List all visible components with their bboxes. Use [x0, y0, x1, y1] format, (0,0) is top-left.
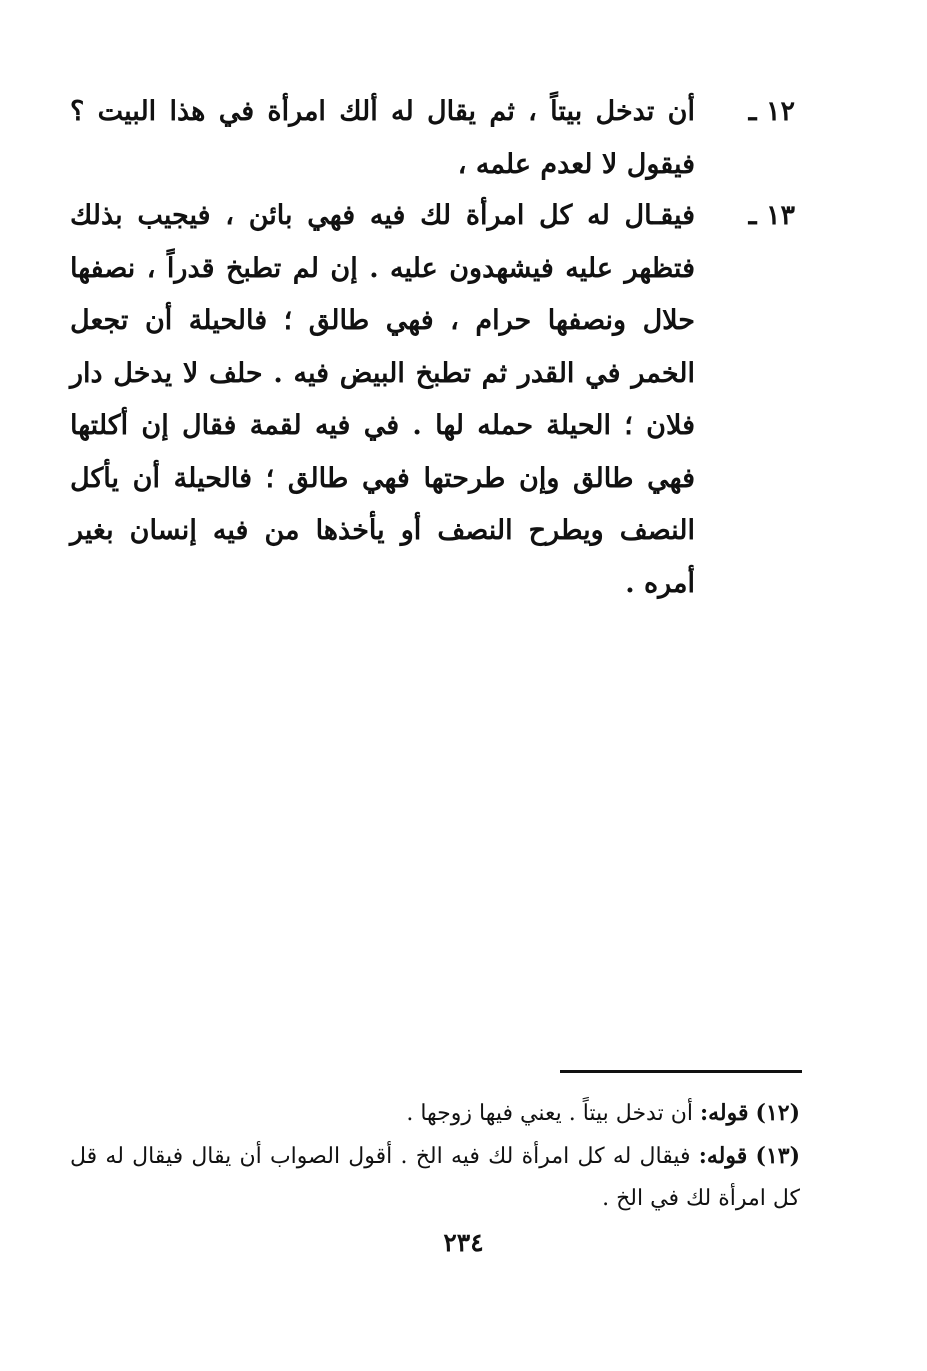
- footnote-text: أن تدخل بيتاً . يعني فيها زوجها .: [406, 1101, 693, 1126]
- entry-13: [70, 190, 795, 610]
- footnote-lead: قوله:: [700, 1100, 749, 1126]
- footnote-lead: قوله:: [698, 1143, 748, 1169]
- entry-number: ١٣ ـ: [748, 200, 795, 231]
- footnote-13: [70, 1135, 800, 1220]
- footnote-marker: (١٢): [755, 1100, 800, 1126]
- entry-text: أن تدخل بيتاً ، ثم يقال له ألك امرأة في هذا البيت ؟ فيقول لا لعدم علمه ،: [70, 96, 695, 180]
- footnote-marker: (١٣): [755, 1143, 800, 1169]
- page-number: ٢٣٤: [443, 1228, 484, 1257]
- footnote-12: [70, 1092, 800, 1135]
- footnote-text: فيقال له كل امرأة لك فيه الخ . أقول الصواب أن يقال فيقال له قل كل امرأة لك في الخ .: [70, 1144, 800, 1211]
- footnote-separator: [560, 1070, 802, 1073]
- entry-12: [70, 86, 795, 191]
- entry-text: فيقـال له كل امرأة لك فيه فهي بائن ، فيجيب بذلك فتظهر عليه فيشهدون عليه . إن لم تطبخ قدراً ، نصفها حلال ونصفها حرام ، فهي طالق ؛ فالحيلة أن تجعل الخمر في القدر ثم تطبخ البيض فيه . حلف لا يدخل دار فلان ؛ الحيلة حمله لها . في فيه لقمة فقال إن أكلتها فهي طالق وإن طرحتها فهي طالق ؛ فالحيلة أن يأكل النصف ويطرح النصف أو يأخذها من فيه إنسان بغير أمره .: [70, 200, 695, 599]
- entry-number: ١٢ ـ: [748, 96, 795, 127]
